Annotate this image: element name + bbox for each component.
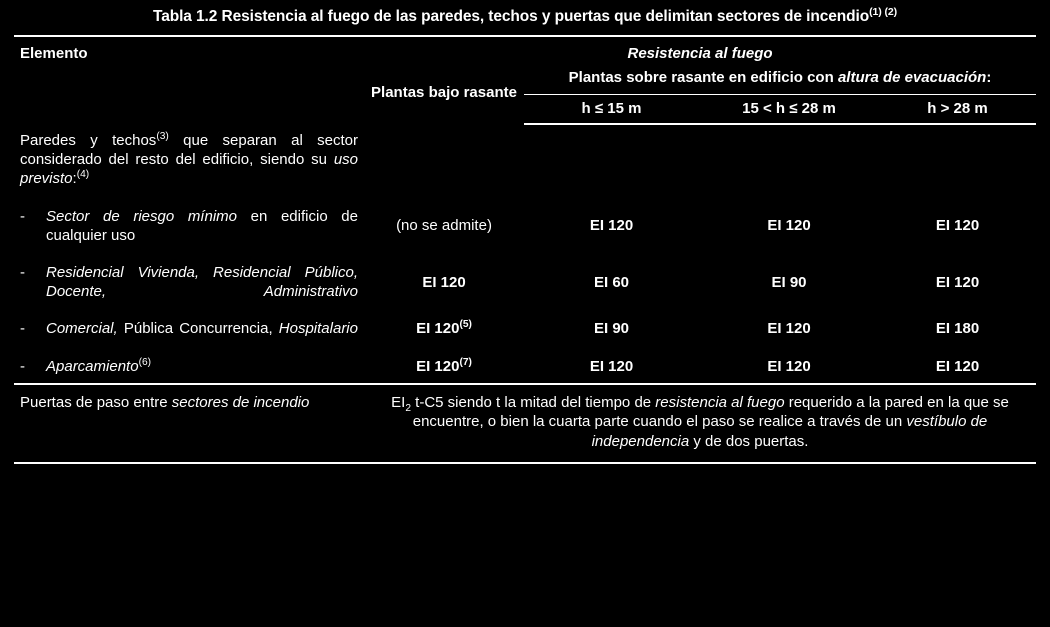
intro-note1: (3) bbox=[156, 131, 169, 142]
row-item-h3: EI 120 bbox=[879, 350, 1036, 384]
row-intro-h3 bbox=[879, 124, 1036, 196]
bullet-dash: - bbox=[20, 320, 25, 338]
puertas-value-italic2: vestíbulo de independencia bbox=[591, 413, 988, 451]
row-item-h1: EI 60 bbox=[593, 273, 630, 291]
row-item-h1: EI 90 bbox=[593, 320, 630, 338]
row-intro-h2 bbox=[699, 124, 879, 196]
table-row bbox=[14, 200, 1036, 252]
row-item-h3: EI 120 bbox=[935, 217, 980, 235]
row-item-h1: EI 120 bbox=[589, 217, 634, 235]
row-item-bajo-rasante: EI 120 bbox=[422, 273, 466, 291]
puertas-label-plain: Puertas de paso entre bbox=[20, 393, 172, 411]
intro-note2: (4) bbox=[76, 169, 90, 181]
table-row-intro bbox=[14, 124, 1036, 196]
table-row bbox=[14, 312, 1036, 345]
item1-italic: Residencial Vivienda, Residencial Público, Docente, Administrativo bbox=[46, 263, 358, 301]
row-item-bajo-rasante bbox=[364, 312, 524, 345]
bullet-text bbox=[46, 319, 358, 338]
puertas-value-sub: 2 bbox=[405, 402, 411, 414]
puertas-label-italic: sectores de incendio bbox=[171, 393, 310, 411]
row-item-label bbox=[14, 200, 364, 252]
bullet-text bbox=[46, 263, 358, 301]
caption-text: Tabla 1.2 Resistencia al fuego de las paredes, techos y puertas que delimitan sectores de incendio bbox=[152, 8, 870, 25]
row-item-bajo-rasante bbox=[364, 350, 524, 384]
header-resistencia-al-fuego: Resistencia al fuego bbox=[627, 45, 773, 62]
item2-plain: Pública Concurrencia, bbox=[117, 320, 279, 338]
puertas-value-p4: y de dos puertas. bbox=[689, 433, 809, 451]
item2-italic2: Hospitalario bbox=[278, 320, 358, 338]
table-row-puertas bbox=[14, 384, 1036, 463]
row-item-bajo-rasante-value: EI 120 bbox=[416, 320, 460, 338]
puertas-value-p1: EI bbox=[391, 393, 406, 411]
table-row bbox=[14, 256, 1036, 308]
row-puertas-label bbox=[14, 384, 364, 463]
row-item-label bbox=[14, 312, 364, 345]
intro-uso-previsto: uso previsto bbox=[20, 151, 358, 188]
header-h-gt-28: h > 28 m bbox=[879, 95, 1036, 125]
row-item-bajo-rasante-note: (7) bbox=[459, 356, 472, 368]
item3-italic: Aparcamiento bbox=[46, 357, 139, 375]
fire-resistance-table bbox=[14, 0, 1036, 464]
item0-plain: en edificio de cualquier uso bbox=[46, 207, 358, 244]
row-item-h3: EI 180 bbox=[935, 320, 980, 338]
bullet-dash: - bbox=[20, 207, 25, 225]
header-h-le-15: h ≤ 15 m bbox=[524, 95, 699, 125]
intro-part2: que separan al sector considerado del resto del edificio, siendo su bbox=[20, 132, 358, 169]
row-item-h2: EI 120 bbox=[699, 350, 879, 384]
row-puertas-value bbox=[364, 384, 1036, 463]
item3-note: (6) bbox=[138, 356, 152, 368]
row-item-h2: EI 120 bbox=[767, 217, 811, 235]
table-row bbox=[14, 350, 1036, 384]
puertas-value-italic1: resistencia al fuego bbox=[655, 393, 785, 411]
bullet-dash: - bbox=[20, 357, 25, 375]
puertas-value-p2: t-C5 siendo t la mitad del tiempo de bbox=[411, 393, 656, 411]
caption-notes: (1) (2) bbox=[869, 5, 898, 18]
bullet-text bbox=[46, 357, 358, 376]
header-plantas-bajo-rasante-label: Plantas bajo rasante bbox=[371, 84, 517, 101]
header-h-15-28: 15 < h ≤ 28 m bbox=[699, 95, 879, 125]
row-item-h2: EI 120 bbox=[767, 320, 811, 338]
bullet-text bbox=[46, 207, 358, 245]
table-caption bbox=[14, 0, 1036, 36]
row-item-label bbox=[14, 256, 364, 308]
puertas-value-p3: requerido a la pared en la que se encuentre, o bien la cuarta parte cuando el paso se realice a través de un bbox=[412, 393, 1009, 431]
row-item-label bbox=[14, 350, 364, 384]
header-plantas-sobre-rasante bbox=[524, 66, 1036, 95]
row-item-h2: EI 90 bbox=[771, 273, 807, 291]
header-plantas-bajo-rasante bbox=[364, 66, 524, 124]
header-elemento: Elemento bbox=[20, 45, 88, 62]
intro-part1: Paredes y techos bbox=[20, 132, 157, 149]
row-intro-h1 bbox=[524, 124, 699, 196]
row-intro-label bbox=[14, 124, 364, 196]
row-item-h1: EI 120 bbox=[524, 350, 699, 384]
item0-italic: Sector de riesgo mínimo bbox=[46, 207, 237, 225]
row-item-bajo-rasante-value: EI 120 bbox=[416, 357, 460, 375]
table-caption-row bbox=[14, 0, 1036, 36]
header-plantas-sobre-rasante-tail: : bbox=[986, 69, 992, 86]
header-plantas-sobre-rasante-plain: Plantas sobre rasante en edificio con bbox=[568, 69, 838, 86]
row-item-h3: EI 120 bbox=[935, 273, 980, 291]
header-row-primary bbox=[14, 36, 1036, 66]
row-item-bajo-rasante-note: (5) bbox=[459, 319, 472, 331]
bullet-dash: - bbox=[20, 263, 25, 281]
row-item-bajo-rasante: (no se admite) bbox=[396, 217, 492, 235]
header-altura-evacuacion: altura de evacuación bbox=[837, 69, 987, 86]
row-intro-bajo bbox=[364, 124, 524, 196]
item2-italic1: Comercial, bbox=[46, 320, 118, 338]
intro-part3: : bbox=[72, 170, 77, 188]
